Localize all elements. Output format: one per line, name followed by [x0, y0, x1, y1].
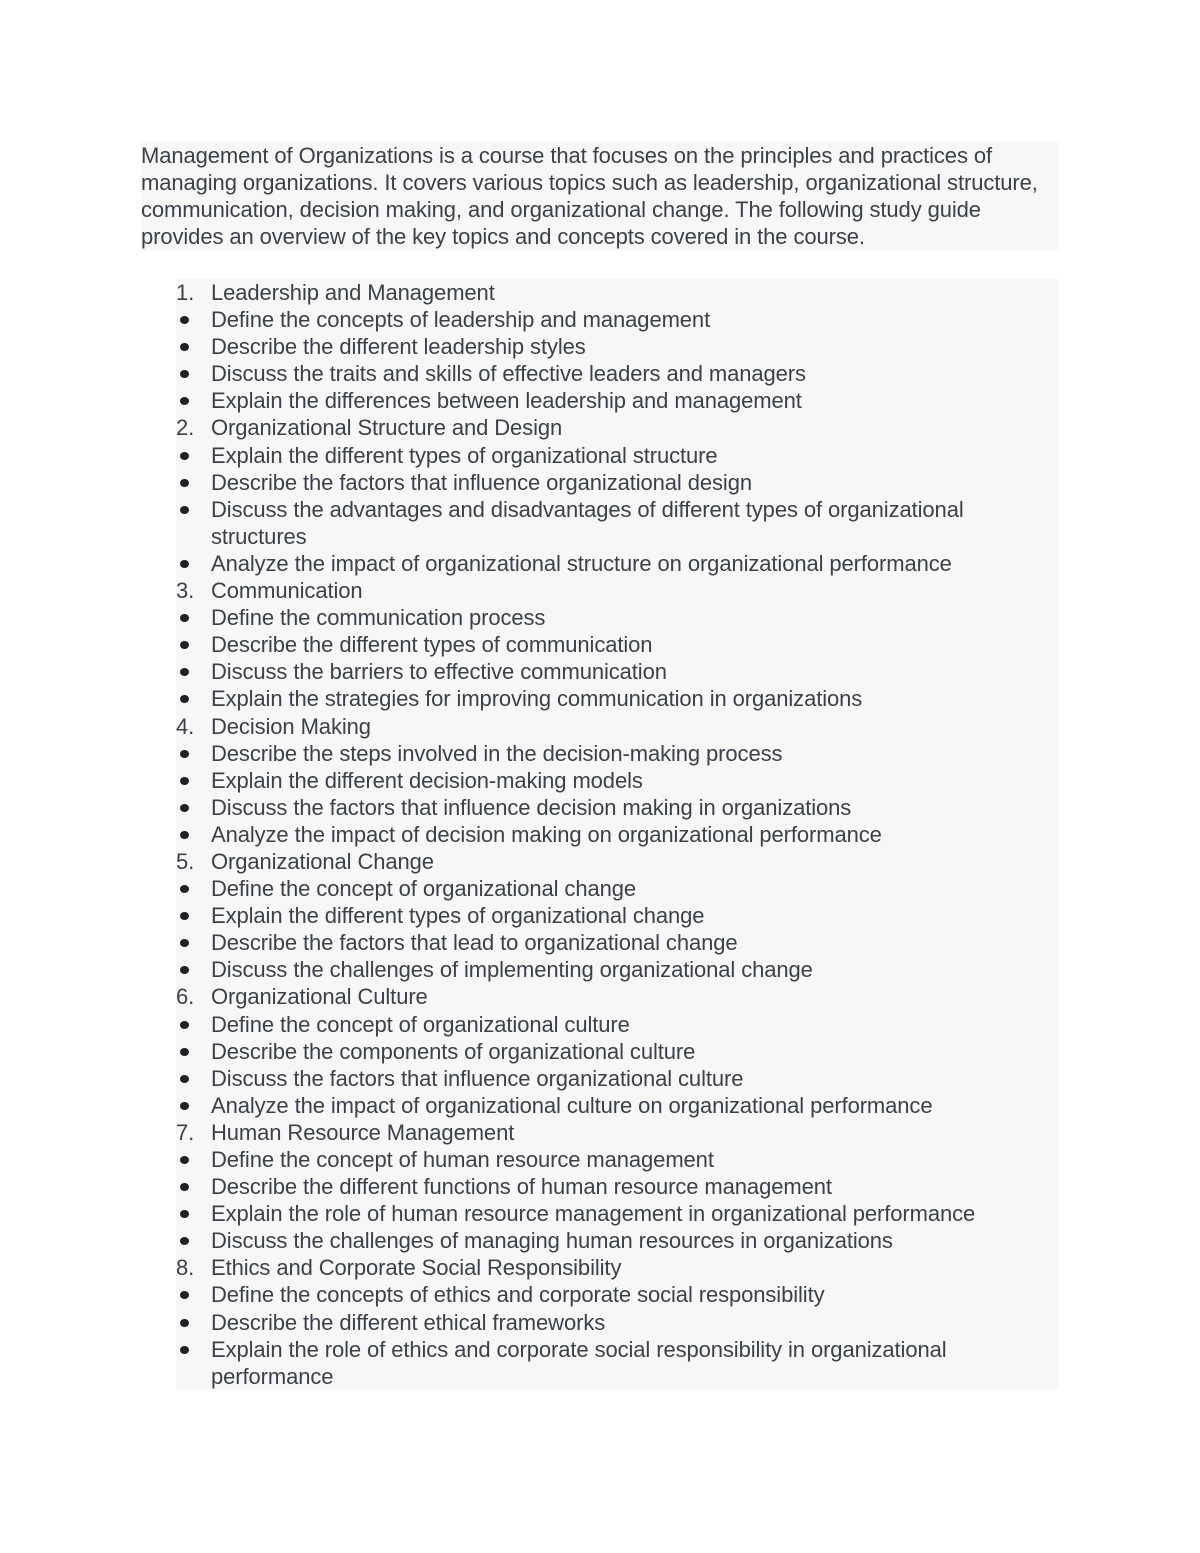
bullet-icon [180, 1237, 189, 1245]
bullet-icon [180, 560, 189, 568]
list-item-text: Discuss the factors that influence decision making in organizations [211, 794, 852, 820]
list-item-text: Explain the different decision-making models [211, 767, 643, 793]
list-item [176, 658, 1059, 685]
list-item-text: Describe the steps involved in the decision-making process [211, 740, 783, 766]
section-heading [176, 1119, 1059, 1146]
list-item-text: Explain the differences between leadership and management [211, 388, 802, 414]
bullet-icon [180, 695, 189, 703]
bullet-icon [180, 777, 189, 785]
section-heading [176, 848, 1059, 875]
list-item [176, 631, 1059, 658]
bullet-icon [180, 966, 189, 974]
bullet-icon [180, 831, 189, 839]
section-heading [176, 983, 1059, 1010]
bullet-icon [180, 1102, 189, 1110]
list-item [176, 1173, 1059, 1200]
list-item-text: Describe the different types of communication [211, 632, 653, 658]
list-item [176, 1146, 1059, 1173]
bullet-icon [180, 1210, 189, 1218]
list-item [176, 1065, 1059, 1092]
section-number: 6. [176, 984, 195, 1010]
bullet-icon [180, 1183, 189, 1191]
list-item-text: Explain the strategies for improving communication in organizations [211, 686, 863, 712]
list-item-text: Analyze the impact of organizational structure on organizational performance [211, 550, 952, 576]
list-item [176, 333, 1059, 360]
bullet-icon [180, 479, 189, 487]
list-item [176, 685, 1059, 712]
list-item-text: Describe the factors that lead to organizational change [211, 930, 738, 956]
section-title: Organizational Structure and Design [211, 415, 563, 441]
bullet-icon [180, 614, 189, 622]
list-item-text: Discuss the challenges of managing human resources in organizations [211, 1228, 893, 1254]
section-number: 3. [176, 578, 195, 604]
section-number: 7. [176, 1119, 195, 1145]
list-item-text: Define the concept of human resource management [211, 1147, 714, 1172]
bullet-icon [180, 316, 189, 324]
bullet-icon [180, 750, 189, 758]
bullet-icon [180, 912, 189, 920]
list-item-text: Describe the factors that influence organizational design [211, 469, 752, 495]
list-item [176, 360, 1059, 387]
section-heading [176, 414, 1059, 441]
list-item [176, 306, 1059, 333]
section-title: Decision Making [211, 713, 371, 739]
bullet-icon [180, 668, 189, 676]
list-item-text: Describe the different functions of human resource management [211, 1174, 832, 1200]
section-heading [176, 1254, 1059, 1281]
list-item [176, 387, 1059, 414]
list-item [176, 1309, 1059, 1336]
section-number: 4. [176, 713, 195, 739]
bullet-icon [180, 1075, 189, 1083]
list-item [176, 956, 1059, 983]
list-item [176, 1336, 1059, 1390]
list-item-text: Define the communication process [211, 605, 546, 631]
list-item [176, 496, 1059, 550]
list-item [176, 740, 1059, 767]
bullet-icon [180, 885, 189, 893]
section-heading [176, 577, 1059, 604]
list-item [176, 550, 1059, 577]
list-item [176, 767, 1059, 794]
list-item-text: Describe the different leadership styles [211, 334, 586, 360]
list-item-text: Discuss the barriers to effective communication [211, 659, 667, 685]
list-item [176, 1227, 1059, 1254]
list-item [176, 929, 1059, 956]
section-title: Leadership and Management [211, 280, 495, 305]
bullet-icon [180, 343, 189, 351]
list-item-text: Explain the role of ethics and corporate social responsibility in organizational performance [211, 1336, 947, 1389]
study-guide-list [176, 279, 1059, 1390]
bullet-icon [180, 641, 189, 649]
list-item [176, 604, 1059, 631]
bullet-icon [180, 1156, 189, 1164]
list-item-text: Discuss the traits and skills of effective leaders and managers [211, 361, 806, 387]
bullet-icon [180, 1291, 189, 1299]
bullet-icon [180, 1048, 189, 1056]
section-title: Organizational Culture [211, 984, 428, 1010]
bullet-icon [180, 370, 189, 378]
section-heading [176, 713, 1059, 740]
list-item-text: Explain the different types of organizational structure [211, 442, 718, 468]
bullet-icon [180, 452, 189, 460]
list-item [176, 1281, 1059, 1308]
bullet-icon [180, 939, 189, 947]
list-item [176, 821, 1059, 848]
bullet-icon [180, 1346, 189, 1354]
list-item [176, 1092, 1059, 1119]
section-title: Ethics and Corporate Social Responsibility [211, 1255, 622, 1281]
bullet-icon [180, 506, 189, 514]
intro-paragraph: Management of Organizations is a course that focuses on the principles and practices of managing organizations. It covers various topics such as leadership, organizational structure, communication, decision making, and organizational change. The following study guide provides an overview of the key topics and concepts covered in the course. [141, 141, 1059, 251]
list-item [176, 1038, 1059, 1065]
bullet-icon [180, 397, 189, 405]
list-item-text: Discuss the advantages and disadvantages of different types of organizational structures [211, 496, 964, 549]
section-title: Organizational Change [211, 848, 434, 874]
section-number: 2. [176, 415, 195, 441]
list-item-text: Define the concept of organizational change [211, 876, 637, 902]
list-item-text: Describe the components of organizational culture [211, 1038, 696, 1064]
list-item-text: Explain the role of human resource management in organizational performance [211, 1201, 976, 1227]
section-title: Communication [211, 578, 363, 604]
list-item [176, 442, 1059, 469]
bullet-icon [180, 1319, 189, 1327]
section-number: 8. [176, 1255, 195, 1281]
list-item-text: Analyze the impact of organizational culture on organizational performance [211, 1092, 933, 1118]
study-guide-list-block [176, 279, 1059, 1389]
list-item-text: Define the concepts of ethics and corporate social responsibility [211, 1282, 825, 1308]
section-heading [176, 279, 1059, 306]
section-title: Human Resource Management [211, 1119, 515, 1145]
bullet-icon [180, 1021, 189, 1029]
list-item [176, 875, 1059, 902]
list-item [176, 794, 1059, 821]
list-item-text: Describe the different ethical frameworks [211, 1309, 606, 1335]
list-item-text: Define the concept of organizational culture [211, 1011, 630, 1037]
section-number: 1. [176, 280, 195, 305]
list-item [176, 469, 1059, 496]
list-item-text: Discuss the challenges of implementing organizational change [211, 957, 813, 983]
list-item [176, 1011, 1059, 1038]
section-number: 5. [176, 848, 195, 874]
list-item [176, 902, 1059, 929]
list-item [176, 1200, 1059, 1227]
list-item-text: Analyze the impact of decision making on organizational performance [211, 821, 882, 847]
bullet-icon [180, 804, 189, 812]
list-item-text: Define the concepts of leadership and management [211, 307, 711, 333]
list-item-text: Explain the different types of organizational change [211, 903, 705, 929]
list-item-text: Discuss the factors that influence organizational culture [211, 1065, 744, 1091]
